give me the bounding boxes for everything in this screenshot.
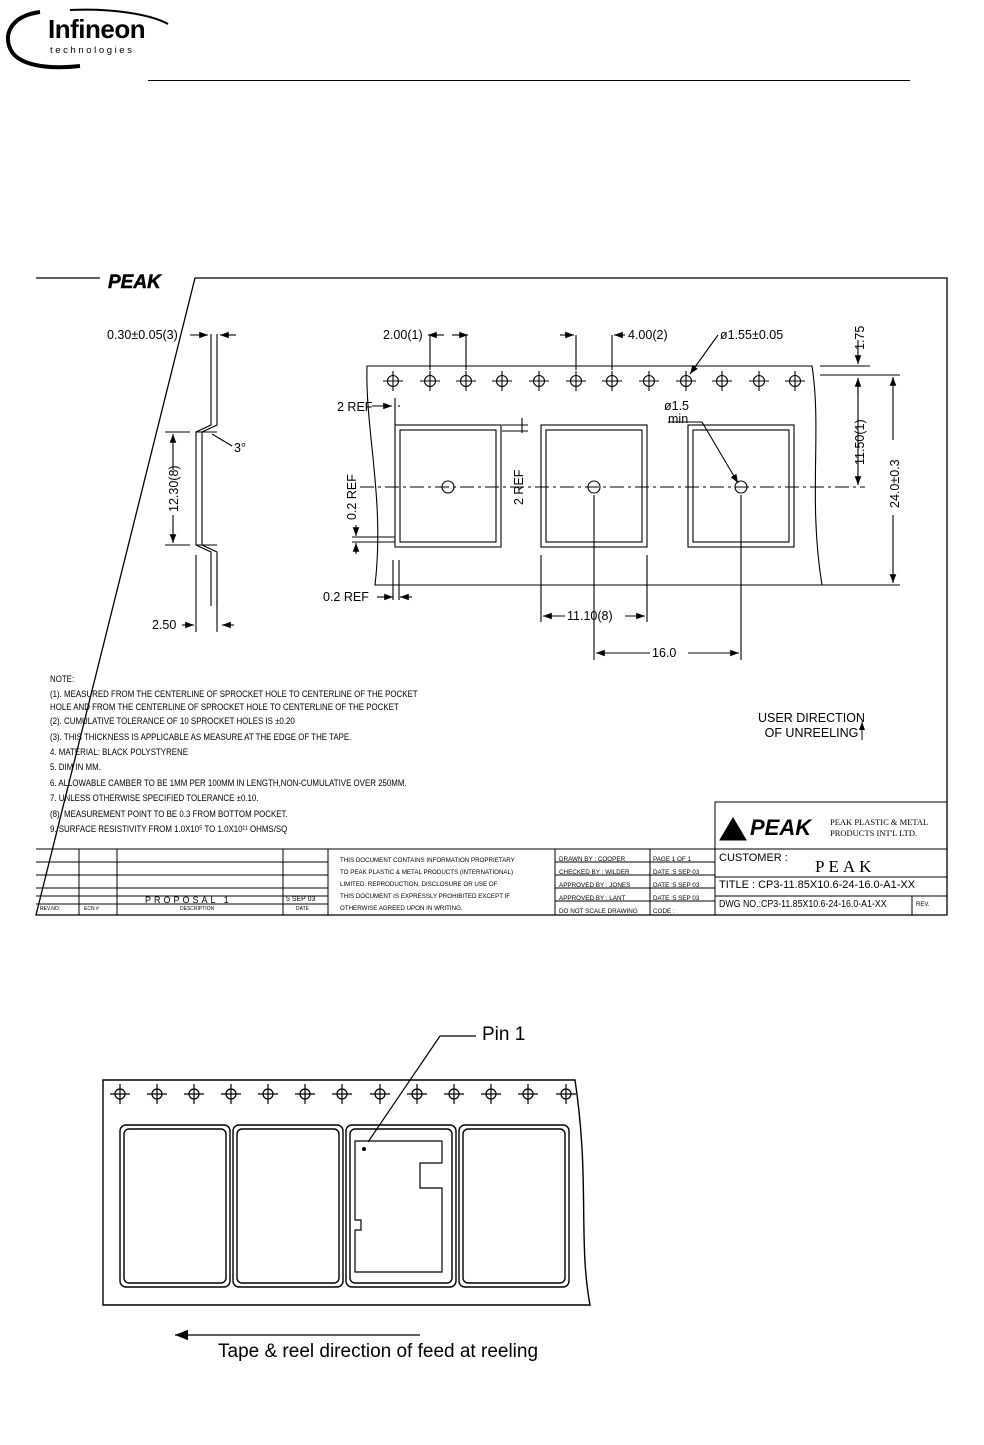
note-line: 5. DIM IN MM. [50,762,101,773]
dim-ref-02: 0.2 REF [345,474,359,520]
col-ecn: ECN # [84,906,99,912]
sprocket-holes-bottom [110,1084,576,1104]
note-line: (3). THIS THICKNESS IS APPLICABLE AS MEASURE AT THE EDGE OF THE TAPE. [50,731,352,742]
code: CODE : [653,908,675,915]
dim-flange: 2.50 [152,618,177,632]
note-line: 4. MATERIAL: BLACK POLYSTYRENE [50,747,189,758]
user-direction-line-1: USER DIRECTION [758,711,865,725]
note-line: 6. ALLOWABLE CAMBER TO BE 1MM PER 100MM IN LENGTH,NON-CUMULATIVE OVER 250MM. [50,777,407,788]
drawing-number: DWG NO.:CP3-11.85X10.6-24-16.0-A1-XX [719,899,887,910]
proprietary-line: THIS DOCUMENT IS EXPRESSLY PROHIBITED EXCEPT IF [340,893,511,900]
dim-pocket-depth: 12.30(8) [167,465,181,512]
no-scale: DO NOT SCALE DRAWING [559,908,638,915]
proprietary-line: LIMITED. REPRODUCTION, DISCLOSURE OR USE OF [340,881,498,888]
dim-sprocket-dia: ø1.55±0.05 [720,328,784,342]
page-number: PAGE 1 OF 1 [653,856,692,863]
drawn-by: DRAWN BY : COOPER [559,856,626,863]
proprietary-line: OTHERWISE AGREED UPON IN WRITING. [340,905,463,912]
dim-pitch-sprocket: 4.00(2) [628,328,668,342]
logo-subtext: technologies [50,45,135,56]
col-revno: REV.NO. [40,906,61,912]
peak-company-logo: PEAK [750,815,812,840]
user-direction-line-2: OF UNREELING [764,726,859,740]
dim-tape-width: 24.0±0.3 [888,459,902,508]
date-3: DATE :5 SEP 03 [653,895,700,902]
date-2: DATE :5 SEP 03 [653,882,700,889]
note-line: (8). MEASUREMENT POINT TO BE 0.3 FROM BOTTOM POCKET. [50,808,288,819]
note-line: HOLE AND FROM THE CENTERLINE OF SPROCKET HOLE TO CENTERLINE OF THE POCKET [50,701,399,712]
col-description: DESCRIPTION [180,906,215,912]
proprietary-line: THIS DOCUMENT CONTAINS INFORMATION PROPRIETARY [340,857,515,864]
note-line: NOTE: [50,674,75,684]
note-line: (2). CUMULATIVE TOLERANCE OF 10 SPROCKET HOLES IS ±0.20 [50,716,295,727]
drawing-title: TITLE : CP3-11.85X10.6-24-16.0-A1-XX [719,879,916,891]
revision-description: PROPOSAL 1 [145,895,232,905]
customer-value: PEAK [815,857,876,876]
bottom-pocket-2 [233,1125,343,1287]
pin1-dot [362,1147,366,1151]
approved-by-2: APPROVED BY : LANT [559,895,626,902]
dim-pocket-offset: 11.50(1) [853,419,867,465]
dim-hole-min: min [668,412,689,426]
checked-by: CHECKED BY : WILDER [559,869,630,876]
company-name-line-2: PRODUCTS INT'L LTD. [830,828,918,838]
dim-ref-02-bottom: 0.2 REF [323,590,369,604]
feed-direction-label: Tape & reel direction of feed at reeling [218,1341,539,1362]
dim-thickness: 0.30±0.05(3) [107,328,178,342]
pin1-label: Pin 1 [482,1024,526,1045]
proprietary-line: TO PEAK PLASTIC & METAL PRODUCTS (INTERNATIONAL) [340,869,514,876]
dim-edge: 1.75 [853,325,867,350]
note-line: (1). MEASURED FROM THE CENTERLINE OF SPROCKET HOLE TO CENTERLINE OF THE POCKET [50,689,418,700]
note-line: 9. SURFACE RESISTIVITY FROM 1.0X10⁵ TO 1.0X10¹¹ OHMS/SQ [50,824,288,835]
company-name-line-1: PEAK PLASTIC & METAL [830,817,929,827]
dim-angle: 3° [234,441,246,455]
col-date: DATE [296,906,309,912]
logo-text: Infineon [48,14,146,44]
note-line: 7. UNLESS OTHERWISE SPECIFIED TOLERANCE ±0.10. [50,793,259,804]
bottom-pocket-1 [120,1125,230,1287]
dim-ref-2: 2 REF [337,400,373,414]
dim-pocket-pitch: 16.0 [652,646,677,660]
bottom-pocket-4 [459,1125,569,1287]
dim-ref-2-vertical: 2 REF [512,469,526,505]
dim-pitch-p0: 2.00(1) [383,328,423,342]
peak-brand: PEAK [108,272,161,293]
revision-date: 5 SEP 03 [286,896,316,903]
rev-label: REV. [916,902,930,908]
dim-hole-dia: ø1.5 [664,399,690,413]
date-1: DATE :5 SEP 03 [653,869,700,876]
approved-by-1: APPROVED BY : JONES [559,882,631,889]
component-outline [355,1141,442,1272]
customer-label: CUSTOMER : [719,852,788,864]
dim-pocket-width: 11.10(8) [567,609,613,623]
